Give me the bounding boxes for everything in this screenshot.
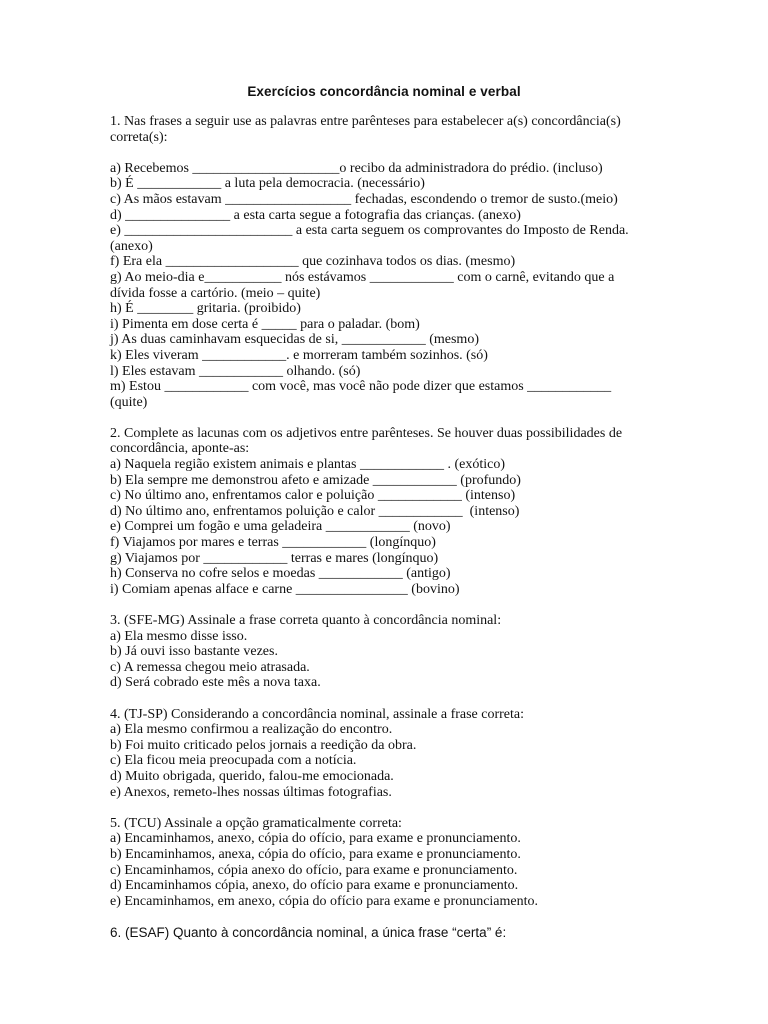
question-3	[110, 613, 650, 691]
question-3-item-b: b) Já ouvi isso bastante vezes.	[110, 644, 278, 660]
document-title: Exercícios concordância nominal e verbal	[247, 84, 521, 99]
question-2-item-h: h) Conserva no cofre selos e moedas ____________ (antigo)	[110, 566, 451, 582]
question-2-item-f: f) Viajamos por mares e terras ____________ (longínquo)	[110, 535, 436, 551]
question-6-prompt: 6. (ESAF) Quanto à concordância nominal, a única frase “certa” é:	[110, 924, 507, 940]
question-3-item-a: a) Ela mesmo disse isso.	[110, 628, 248, 644]
question-5-item-e: e) Encaminhamos, em anexo, cópia do ofício para exame e pronunciamento.	[110, 893, 538, 909]
question-2-item-d: d) No último ano, enfrentamos poluição e calor ____________ (intenso)	[110, 503, 520, 519]
question-3-prompt: 3. (SFE-MG) Assinale a frase correta quanto à concordância nominal:	[110, 613, 502, 628]
question-1-item-a: a) Recebemos _____________________o recibo da administradora do prédio. (incluso)	[110, 160, 603, 176]
question-1-item-k: k) Eles viveram ____________. e morreram também sozinhos. (só)	[110, 347, 488, 363]
question-1-item-f: f) Era ela ___________________ que cozinhava todos os dias. (mesmo)	[110, 254, 516, 270]
question-1-item-l: l) Eles estavam ____________ olhando. (só)	[110, 363, 361, 379]
question-1-item-d: d) _______________ a esta carta segue a fotografia das crianças. (anexo)	[110, 207, 521, 223]
question-2-prompt: 2. Complete as lacunas com os adjetivos entre parênteses. Se houver duas possibilidades de concordância, aponte-as:	[110, 425, 626, 457]
question-2-item-e: e) Comprei um fogão e uma geladeira ____________ (novo)	[110, 519, 451, 535]
question-1-item-e: e) ________________________ a esta carta seguem os comprovantes do Imposto de Renda. (anexo)	[110, 223, 633, 254]
question-4-prompt: 4. (TJ-SP) Considerando a concordância nominal, assinale a frase correta:	[110, 706, 525, 722]
question-1-item-i: i) Pimenta em dose certa é _____ para o paladar. (bom)	[110, 316, 420, 332]
question-5-item-d: d) Encaminhamos cópia, anexo, do ofício para exame e pronunciamento.	[110, 878, 519, 894]
spacer	[110, 145, 650, 161]
question-2	[110, 426, 650, 598]
question-6	[110, 925, 650, 941]
question-2-item-b: b) Ela sempre me demonstrou afeto e amizade ____________ (profundo)	[110, 472, 521, 488]
question-4-item-e: e) Anexos, remeto-lhes nossas últimas fotografias.	[110, 784, 392, 800]
question-5-item-a: a) Encaminhamos, anexo, cópia do ofício, para exame e pronunciamento.	[110, 831, 521, 847]
question-1-item-c: c) As mãos estavam __________________ fechadas, escondendo o tremor de susto.(meio)	[110, 191, 618, 207]
question-4-item-a: a) Ela mesmo confirmou a realização do encontro.	[110, 722, 393, 738]
question-1-item-h: h) É ________ gritaria. (proibido)	[110, 301, 301, 317]
question-4	[110, 707, 650, 801]
question-5-item-c: c) Encaminhamos, cópia anexo do ofício, para exame e pronunciamento.	[110, 862, 518, 878]
question-3-item-c: c) A remessa chegou meio atrasada.	[110, 659, 310, 675]
question-2-item-g: g) Viajamos por ____________ terras e mares (longínquo)	[110, 550, 439, 566]
question-4-item-c: c) Ela ficou meia preocupada com a notícia.	[110, 753, 357, 769]
question-2-item-i: i) Comiam apenas alface e carne ________________ (bovino)	[110, 581, 460, 597]
question-2-item-a: a) Naquela região existem animais e plantas ____________ . (exótico)	[110, 457, 505, 473]
question-1	[110, 114, 650, 410]
question-5-item-b: b) Encaminhamos, anexa, cópia do ofício, para exame e pronunciamento.	[110, 846, 521, 862]
question-5-prompt: 5. (TCU) Assinale a opção gramaticalmente correta:	[110, 815, 402, 831]
question-3-item-d: d) Será cobrado este mês a nova taxa.	[110, 675, 321, 691]
question-5	[110, 816, 650, 910]
question-2-item-c: c) No último ano, enfrentamos calor e poluição ____________ (intenso)	[110, 488, 516, 504]
question-1-item-j: j) As duas caminhavam esquecidas de si, ____________ (mesmo)	[110, 332, 479, 348]
question-1-item-g: g) Ao meio-dia e___________ nós estávamos ____________ com o carnê, evitando que a dívida fosse a cartório. (meio – quite)	[110, 269, 618, 301]
question-4-item-d: d) Muito obrigada, querido, falou-me emocionada.	[110, 768, 394, 784]
question-1-item-b: b) É ____________ a luta pela democracia. (necessário)	[110, 176, 425, 192]
document-body	[110, 114, 650, 956]
question-4-item-b: b) Foi muito criticado pelos jornais a reedição da obra.	[110, 737, 417, 753]
question-1-item-m: m) Estou ____________ com você, mas você não pode dizer que estamos ____________ (quite)	[110, 379, 615, 410]
question-1-prompt: 1. Nas frases a seguir use as palavras entre parênteses para estabelecer a(s) concordância(s) correta(s):	[110, 114, 625, 145]
